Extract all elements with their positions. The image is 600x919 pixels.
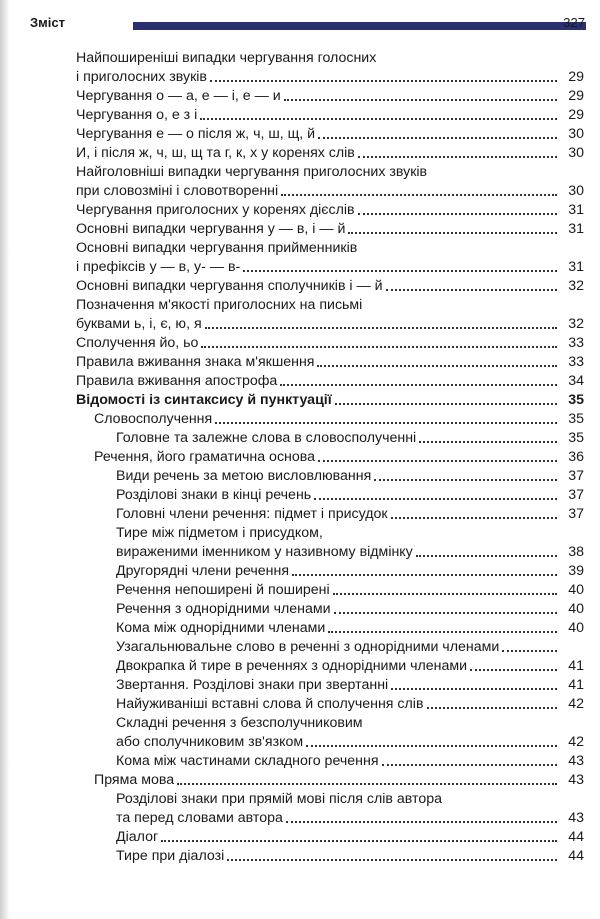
toc-line <box>66 105 584 124</box>
dot-leader <box>318 460 557 462</box>
toc-page-number: 37 <box>568 487 584 503</box>
toc-entry[interactable] <box>66 618 584 637</box>
toc-line <box>66 751 584 770</box>
toc-entry-title: Тире між підметом і присудком, <box>116 525 323 541</box>
toc-page-number: 35 <box>568 411 584 427</box>
toc-line <box>66 181 584 200</box>
toc-entry-title: Чергування о, е з і <box>76 107 198 123</box>
toc-line <box>66 238 584 257</box>
toc-entry[interactable] <box>66 713 584 751</box>
toc-page-number: 36 <box>568 449 584 465</box>
toc-entry-title: і приголосних звуків <box>76 69 207 85</box>
toc-line <box>66 485 584 504</box>
toc-entry-title: Звертання. Розділові знаки при звертанні <box>116 677 389 693</box>
dot-leader <box>200 118 557 120</box>
toc-page-number: 33 <box>568 335 584 351</box>
toc-entry-title: Двокрапка й тире в реченнях з однорідними членами <box>116 658 468 674</box>
dot-leader <box>215 422 557 424</box>
toc-entry-title: Головне та залежне слова в словосполученні <box>116 430 417 446</box>
toc-entry-title: Кома між однорідними членами <box>116 620 326 636</box>
dot-leader <box>161 840 557 842</box>
toc-page-number: 33 <box>568 354 584 370</box>
toc-entry[interactable] <box>66 295 584 333</box>
toc-entry[interactable] <box>66 789 584 827</box>
toc-page-number: 39 <box>568 563 584 579</box>
toc-entry-title: Чергування е — о після ж, ч, ш, щ, й <box>76 126 316 142</box>
dot-leader <box>292 574 557 576</box>
toc-page-number: 43 <box>568 772 584 788</box>
toc-page-number: 41 <box>568 677 584 693</box>
toc-line <box>66 827 584 846</box>
dot-leader <box>177 783 557 785</box>
dot-leader <box>416 555 557 557</box>
toc-entry-title: при словозміні і словотворенні <box>76 183 279 199</box>
toc-entry[interactable] <box>66 238 584 276</box>
toc-line <box>66 732 584 751</box>
toc-entry[interactable] <box>66 447 584 466</box>
toc-line <box>66 523 584 542</box>
dot-leader <box>243 270 557 272</box>
dot-leader <box>386 289 557 291</box>
toc-entry[interactable] <box>66 523 584 561</box>
toc-line <box>66 542 584 561</box>
toc-line <box>66 219 584 238</box>
toc-line <box>66 257 584 276</box>
toc-entry-title: Словосполучення <box>94 411 213 427</box>
toc-line <box>66 162 584 181</box>
toc-entry-title: Основні випадки чергування сполучників і — й <box>76 278 383 294</box>
toc-entry[interactable] <box>66 143 584 162</box>
toc-line <box>66 504 584 523</box>
dot-leader <box>280 384 557 386</box>
toc-entry[interactable] <box>66 580 584 599</box>
toc-line <box>66 561 584 580</box>
dot-leader <box>286 821 557 823</box>
toc-line <box>66 314 584 333</box>
toc-entry-title: та перед словами автора <box>116 810 283 826</box>
toc-entry-title: буквами ь, і, є, ю, я <box>76 316 202 332</box>
toc-page-number: 41 <box>568 658 584 674</box>
dot-leader <box>318 137 557 139</box>
toc-line <box>66 580 584 599</box>
toc-entry-title: Чергування приголосних у коренях дієслів <box>76 202 355 218</box>
toc-entry-title: вираженими іменником у називному відмінку <box>116 544 413 560</box>
toc-entry-title: Узагальнювальне слово в реченні з однорідними членами <box>116 639 500 655</box>
toc-entry[interactable] <box>66 409 584 428</box>
toc-entry-title: Сполучення йо, ьо <box>76 335 199 351</box>
toc-page-number: 29 <box>568 69 584 85</box>
toc-page-number: 37 <box>568 506 584 522</box>
toc-entry[interactable] <box>66 124 584 143</box>
toc-entry[interactable] <box>66 846 584 865</box>
toc-line <box>66 333 584 352</box>
toc-entry[interactable] <box>66 466 584 485</box>
toc-entry-title: Правила вживання апострофа <box>76 373 278 389</box>
toc-line <box>66 599 584 618</box>
toc-entry-title: Розділові знаки в кінці речень <box>116 487 312 503</box>
table-of-contents <box>66 48 584 865</box>
toc-page-number: 38 <box>568 544 584 560</box>
toc-entry-title: Розділові знаки при прямій мові після слів автора <box>116 791 442 807</box>
toc-line <box>66 618 584 637</box>
dot-leader <box>205 327 557 329</box>
toc-line <box>66 694 584 713</box>
toc-entry-title: Головні члени речення: підмет і присудок <box>116 506 388 522</box>
toc-entry-title: Найголовніші випадки чергування приголосних звуків <box>76 164 428 180</box>
header-rule-bar <box>133 22 586 30</box>
toc-page-number: 31 <box>568 259 584 275</box>
toc-line <box>66 675 584 694</box>
toc-page-number: 35 <box>568 430 584 446</box>
toc-entry-title: Найуживаніші вставні слова й сполучення слів <box>116 696 424 712</box>
toc-entry[interactable] <box>66 428 584 447</box>
dot-leader <box>306 745 557 747</box>
toc-entry-title: або сполучниковим зв'язком <box>116 734 304 750</box>
toc-line <box>66 713 584 732</box>
dot-leader <box>427 707 558 709</box>
toc-entry[interactable] <box>66 485 584 504</box>
dot-leader <box>358 213 557 215</box>
toc-entry-title: Речення з однорідними членами <box>116 601 331 617</box>
toc-entry-title: Основні випадки чергування у — в, і — й <box>76 221 346 237</box>
toc-page-number: 40 <box>568 620 584 636</box>
dot-leader <box>314 498 557 500</box>
dot-leader <box>328 631 557 633</box>
toc-page-number: 32 <box>568 316 584 332</box>
toc-entry-title: Речення непоширені й поширені <box>116 582 330 598</box>
toc-line <box>66 143 584 162</box>
toc-page-number: 37 <box>568 468 584 484</box>
toc-page-number: 44 <box>568 829 584 845</box>
toc-entry-title: Правила вживання знака м'якшення <box>76 354 315 370</box>
dot-leader <box>333 593 557 595</box>
toc-page-number: 30 <box>568 183 584 199</box>
running-header <box>30 14 585 34</box>
dot-leader <box>391 688 557 690</box>
toc-entry-title: Пряма мова <box>94 772 175 788</box>
toc-entry[interactable] <box>66 770 584 789</box>
dot-leader <box>201 346 557 348</box>
dot-leader <box>348 232 557 234</box>
toc-entry[interactable] <box>66 219 584 238</box>
toc-line <box>66 371 584 390</box>
toc-entry[interactable] <box>66 200 584 219</box>
toc-line <box>66 67 584 86</box>
toc-entry-title: Кома між частинами складного речення <box>116 753 379 769</box>
toc-entry-title: Відомості із синтаксису й пунктуації <box>76 392 332 408</box>
dot-leader <box>502 650 557 652</box>
toc-line <box>66 200 584 219</box>
toc-page-number: 43 <box>568 810 584 826</box>
toc-page-number: 40 <box>568 601 584 617</box>
toc-entry-title: Тире при діалозі <box>116 848 225 864</box>
toc-entry[interactable] <box>66 352 584 371</box>
toc-entry[interactable] <box>66 48 584 86</box>
toc-entry-title: Чергування о — а, е — і, е — и <box>76 88 281 104</box>
dot-leader <box>317 365 557 367</box>
toc-line <box>66 466 584 485</box>
toc-line <box>66 295 584 314</box>
toc-line <box>66 770 584 789</box>
toc-page-number: 42 <box>568 734 584 750</box>
toc-page-number: 32 <box>568 278 584 294</box>
dot-leader <box>227 859 557 861</box>
toc-entry-title: И, і після ж, ч, ш, щ та г, к, х у коренях слів <box>76 145 355 161</box>
dot-leader <box>358 156 557 158</box>
section-title: Зміст <box>30 15 65 30</box>
toc-line <box>66 352 584 371</box>
dot-leader <box>374 479 557 481</box>
dot-leader <box>284 99 557 101</box>
toc-entry[interactable] <box>66 694 584 713</box>
dot-leader <box>382 764 558 766</box>
toc-entry[interactable] <box>66 675 584 694</box>
toc-entry[interactable] <box>66 105 584 124</box>
toc-entry[interactable] <box>66 86 584 105</box>
toc-line <box>66 447 584 466</box>
toc-page-number: 29 <box>568 88 584 104</box>
toc-page-number: 40 <box>568 582 584 598</box>
dot-leader <box>334 612 557 614</box>
toc-entry[interactable] <box>66 504 584 523</box>
dot-leader <box>391 517 557 519</box>
toc-line <box>66 846 584 865</box>
toc-line <box>66 276 584 295</box>
toc-entry[interactable] <box>66 561 584 580</box>
toc-entry[interactable] <box>66 827 584 846</box>
toc-line <box>66 86 584 105</box>
toc-page-number: 42 <box>568 696 584 712</box>
toc-entry-title: Речення, його граматична основа <box>94 449 316 465</box>
toc-entry-title: Найпоширеніші випадки чергування голосних <box>76 50 377 66</box>
toc-entry-title: Основні випадки чергування прийменників <box>76 240 358 256</box>
toc-page-number: 30 <box>568 145 584 161</box>
toc-entry-title: і префіксів у — в, у- — в- <box>76 259 241 275</box>
toc-entry[interactable] <box>66 371 584 390</box>
toc-entry-title: Діалог <box>116 829 159 845</box>
toc-entry-title: Другорядні члени речення <box>116 563 290 579</box>
toc-page-number: 43 <box>568 753 584 769</box>
toc-page-number: 44 <box>568 848 584 864</box>
toc-entry[interactable] <box>66 599 584 618</box>
toc-entry[interactable] <box>66 390 584 409</box>
toc-entry[interactable] <box>66 333 584 352</box>
toc-page-number: 34 <box>568 373 584 389</box>
toc-line <box>66 789 584 808</box>
toc-line <box>66 124 584 143</box>
toc-entry[interactable] <box>66 276 584 295</box>
dot-leader <box>335 403 557 405</box>
dot-leader <box>281 194 557 196</box>
toc-entry-title: Позначення м'якості приголосних на письмі <box>76 297 363 313</box>
dot-leader <box>470 669 557 671</box>
toc-entry[interactable] <box>66 637 584 656</box>
toc-line <box>66 409 584 428</box>
toc-line <box>66 390 584 409</box>
toc-entry-title: Види речень за метою висловлювання <box>116 468 372 484</box>
toc-page-number: 29 <box>568 107 584 123</box>
toc-line <box>66 656 584 675</box>
toc-page-number: 31 <box>568 221 584 237</box>
toc-line <box>66 808 584 827</box>
page-edge-shadow <box>0 0 10 919</box>
toc-page-number: 35 <box>568 392 584 408</box>
toc-entry[interactable] <box>66 162 584 200</box>
toc-page-number: 31 <box>568 202 584 218</box>
toc-entry[interactable] <box>66 656 584 675</box>
toc-line <box>66 428 584 447</box>
page-number: 327 <box>563 15 585 30</box>
toc-line <box>66 48 584 67</box>
dot-leader <box>210 80 557 82</box>
dot-leader <box>419 441 557 443</box>
toc-entry[interactable] <box>66 751 584 770</box>
toc-page-number: 30 <box>568 126 584 142</box>
toc-entry-title: Складні речення з безсполучниковим <box>116 715 363 731</box>
toc-line <box>66 637 584 656</box>
